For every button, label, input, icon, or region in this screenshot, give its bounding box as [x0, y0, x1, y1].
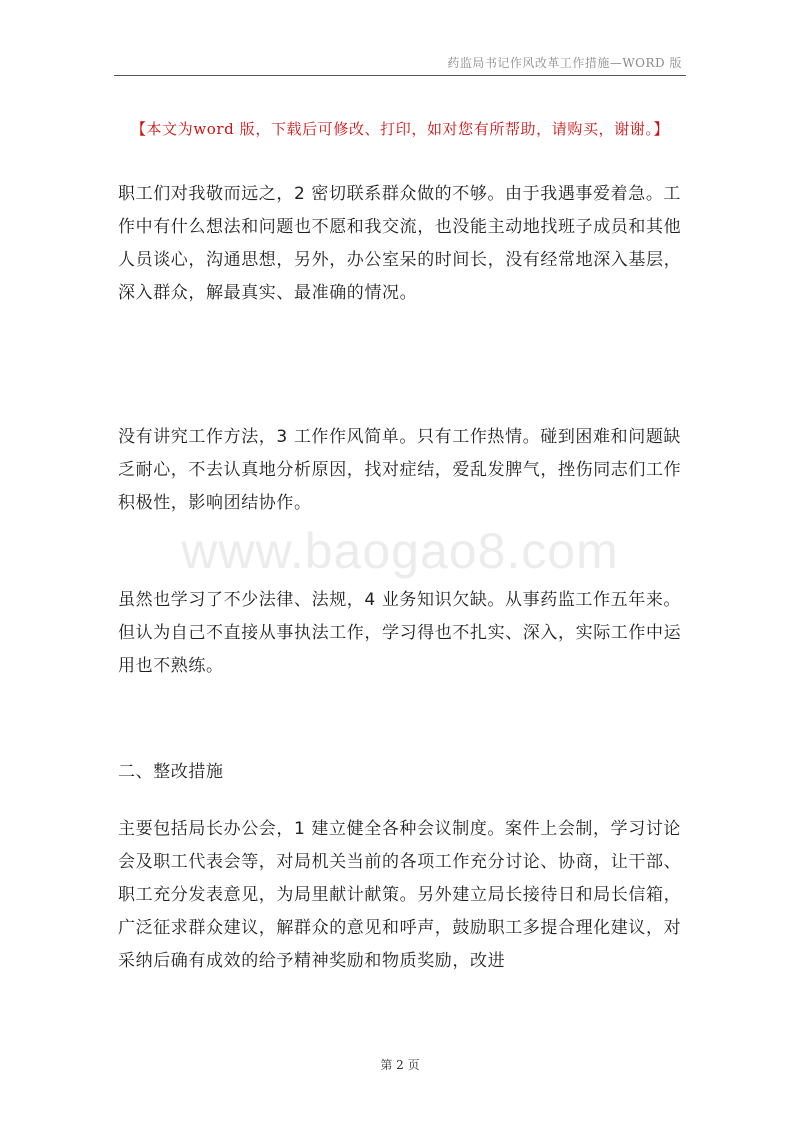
- paragraph-1: 职工们对我敬而远之，2 密切联系群众做的不够。由于我遇事爱着急。工作中有什么想法和问题也不愿和我交流，也没能主动地找班子成员和其他人员谈心，沟通思想，另外，办公室呆的时间长，没有经常地深入基层，深入群众，解最真实、最准确的情况。: [118, 184, 682, 303]
- header-divider: [114, 75, 686, 76]
- paragraph-2: 没有讲究工作方法，3 工作作风简单。只有工作热情。碰到困难和问题缺乏耐心，不去认真地分析原因，找对症结，爱乱发脾气，挫伤同志们工作积极性，影响团结协作。: [118, 427, 682, 513]
- paragraph-4: 主要包括局长办公会，1 建立健全各种会议制度。案件上会制，学习讨论会及职工代表会等，对局机关当前的各项工作充分讨论、协商，让干部、职工充分发表意见，为局里献计献策。另外建立局长接待日和局长信箱，广泛征求群众建议，解群众的意见和呼声，鼓励职工多提合理化建议，对采纳后确有成效的给予精神奖励和物质奖励，改进: [118, 819, 682, 971]
- paragraph-3: 虽然也学习了不少法律、法规，4 业务知识欠缺。从事药监工作五年来。但认为自己不直接从事执法工作，学习得也不扎实、深入，实际工作中运用也不熟练。: [118, 590, 682, 676]
- purchase-notice: 【本文为word 版，下载后可修改、打印，如对您有所帮助，请购买，谢谢。】: [130, 120, 670, 138]
- section-heading: 二、整改措施: [118, 762, 224, 782]
- running-header: 药监局书记作风改革工作措施—WORD 版: [447, 56, 682, 70]
- page-number: 第 2 页: [380, 1058, 420, 1072]
- watermark: www.baogao8.com: [181, 523, 619, 579]
